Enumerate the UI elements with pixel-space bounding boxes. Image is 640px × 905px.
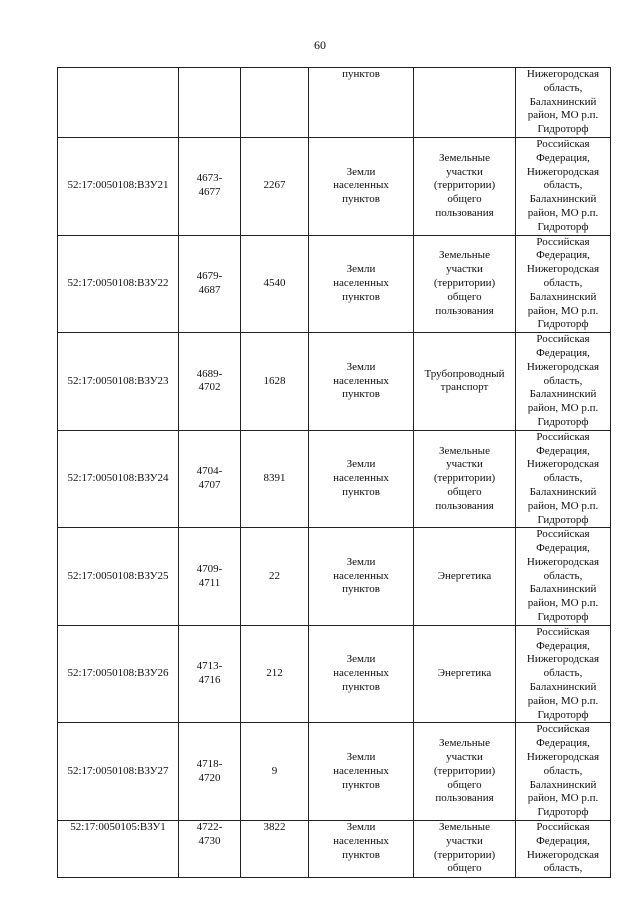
points-cell: 4709- 4711 xyxy=(179,528,241,626)
location-cell: Российская Федерация, Нижегородская область, Балахнинский район, МО р.п. Гидроторф xyxy=(516,137,611,235)
location-cell: Российская Федерация, Нижегородская область, Балахнинский район, МО р.п. Гидроторф xyxy=(516,625,611,723)
area-cell: 4540 xyxy=(241,235,309,333)
area-cell: 2267 xyxy=(241,137,309,235)
points-cell: 4722- 4730 xyxy=(179,821,241,878)
table-row xyxy=(58,528,611,626)
points-cell: 4704- 4707 xyxy=(179,430,241,528)
location-cell: Российская Федерация, Нижегородская область, xyxy=(516,821,611,878)
location-cell: Нижегородская область, Балахнинский район, МО р.п. Гидроторф xyxy=(516,68,611,138)
cadastral-cell: 52:17:0050108:ВЗУ22 xyxy=(58,235,179,333)
category-cell: Земли населенных пунктов xyxy=(309,528,414,626)
table-row xyxy=(58,430,611,528)
category-cell: Земли населенных пунктов xyxy=(309,430,414,528)
points-cell: 4718- 4720 xyxy=(179,723,241,821)
cadastral-cell: 52:17:0050108:ВЗУ27 xyxy=(58,723,179,821)
area-cell: 8391 xyxy=(241,430,309,528)
area-cell: 22 xyxy=(241,528,309,626)
use-cell: Земельные участки (территории) общего пользования xyxy=(414,137,516,235)
use-cell xyxy=(414,68,516,138)
use-cell: Земельные участки (территории) общего пользования xyxy=(414,723,516,821)
location-cell: Российская Федерация, Нижегородская область, Балахнинский район, МО р.п. Гидроторф xyxy=(516,528,611,626)
use-cell: Энергетика xyxy=(414,625,516,723)
category-cell: Земли населенных пунктов xyxy=(309,137,414,235)
points-cell: 4673- 4677 xyxy=(179,137,241,235)
area-cell: 1628 xyxy=(241,333,309,431)
table-row xyxy=(58,723,611,821)
cadastral-cell: 52:17:0050108:ВЗУ21 xyxy=(58,137,179,235)
area-cell: 3822 xyxy=(241,821,309,878)
cadastral-cell: 52:17:0050108:ВЗУ25 xyxy=(58,528,179,626)
table-row xyxy=(58,235,611,333)
table-row-truncated xyxy=(58,821,611,878)
cadastral-cell: 52:17:0050108:ВЗУ23 xyxy=(58,333,179,431)
points-cell: 4679- 4687 xyxy=(179,235,241,333)
points-cell: 4689- 4702 xyxy=(179,333,241,431)
table-row xyxy=(58,137,611,235)
table-row xyxy=(58,625,611,723)
cadastral-cell: 52:17:0050105:ВЗУ1 xyxy=(58,821,179,878)
use-cell: Земельные участки (территории) общего xyxy=(414,821,516,878)
category-cell: Земли населенных пунктов xyxy=(309,235,414,333)
cadastral-cell xyxy=(58,68,179,138)
land-plots-table xyxy=(57,67,611,878)
cadastral-cell: 52:17:0050108:ВЗУ24 xyxy=(58,430,179,528)
area-cell: 212 xyxy=(241,625,309,723)
area-cell xyxy=(241,68,309,138)
table-row xyxy=(58,333,611,431)
page-number: 60 xyxy=(314,38,326,52)
category-cell: Земли населенных пунктов xyxy=(309,333,414,431)
use-cell: Трубопроводный транспорт xyxy=(414,333,516,431)
use-cell: Земельные участки (территории) общего пользования xyxy=(414,430,516,528)
area-cell: 9 xyxy=(241,723,309,821)
location-cell: Российская Федерация, Нижегородская область, Балахнинский район, МО р.п. Гидроторф xyxy=(516,430,611,528)
category-cell: Земли населенных пунктов xyxy=(309,723,414,821)
location-cell: Российская Федерация, Нижегородская область, Балахнинский район, МО р.п. Гидроторф xyxy=(516,333,611,431)
cadastral-cell: 52:17:0050108:ВЗУ26 xyxy=(58,625,179,723)
table-row-continued xyxy=(58,68,611,138)
use-cell: Энергетика xyxy=(414,528,516,626)
category-cell: Земли населенных пунктов xyxy=(309,821,414,878)
points-cell: 4713- 4716 xyxy=(179,625,241,723)
category-cell: пунктов xyxy=(309,68,414,138)
use-cell: Земельные участки (территории) общего пользования xyxy=(414,235,516,333)
category-cell: Земли населенных пунктов xyxy=(309,625,414,723)
location-cell: Российская Федерация, Нижегородская область, Балахнинский район, МО р.п. Гидроторф xyxy=(516,723,611,821)
location-cell: Российская Федерация, Нижегородская область, Балахнинский район, МО р.п. Гидроторф xyxy=(516,235,611,333)
points-cell xyxy=(179,68,241,138)
